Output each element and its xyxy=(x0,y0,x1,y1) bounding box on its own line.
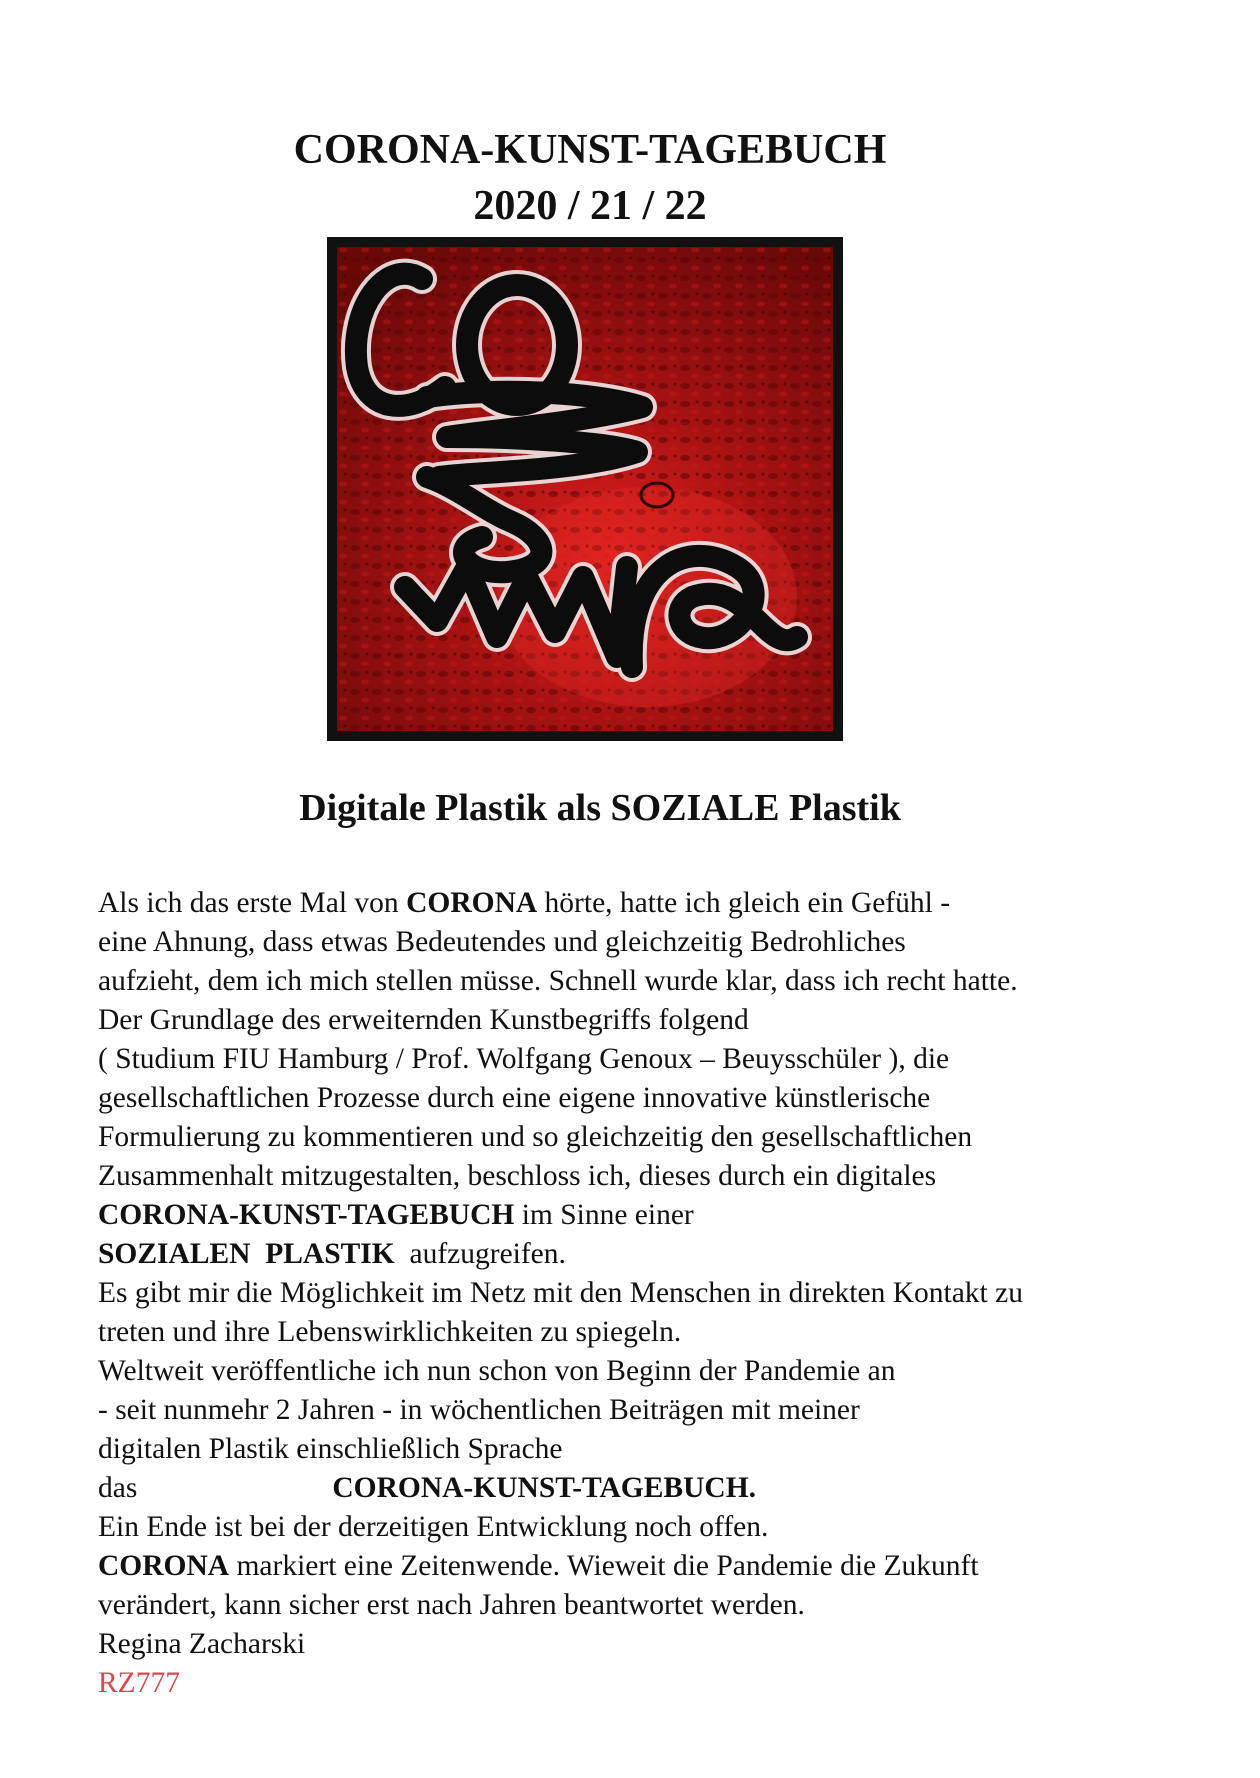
body-line: SOZIALEN PLASTIK aufzugreifen. xyxy=(98,1238,566,1270)
body-line: verändert, kann sicher erst nach Jahren beantwortet werden. xyxy=(98,1589,805,1621)
signature-name: Regina Zacharski xyxy=(98,1628,306,1660)
body-line: das CORONA-KUNST-TAGEBUCH. xyxy=(98,1472,757,1504)
body-line: digitalen Plastik einschließlich Sprache xyxy=(98,1433,563,1465)
body-line: Zusammenhalt mitzugestalten, beschloss ich, dieses durch ein digitales xyxy=(98,1160,937,1192)
body-line: Ein Ende ist bei der derzeitigen Entwicklung noch offen. xyxy=(98,1511,769,1543)
body-line: ( Studium FIU Hamburg / Prof. Wolfgang Genoux – Beuysschüler ), die xyxy=(98,1043,950,1075)
body-text xyxy=(98,884,1178,1703)
body-line: Weltweit veröffentliche ich nun schon von Beginn der Pandemie an xyxy=(98,1355,896,1387)
body-line: Der Grundlage des erweiternden Kunstbegriffs folgend xyxy=(98,1004,749,1036)
emphasis-corona: CORONA xyxy=(98,1550,230,1582)
body-line: CORONA-KUNST-TAGEBUCH im Sinne einer xyxy=(98,1199,694,1231)
body-line: CORONA markiert eine Zeitenwende. Wieweit die Pandemie die Zukunft xyxy=(98,1550,979,1582)
document-subtitle: Digitale Plastik als SOZIALE Plastik xyxy=(299,787,901,829)
emphasis-soziale-plastik: SOZIALEN PLASTIK xyxy=(98,1238,395,1270)
document-title: CORONA-KUNST-TAGEBUCH xyxy=(293,127,887,173)
body-line: - seit nunmehr 2 Jahren - in wöchentlichen Beiträgen mit meiner xyxy=(98,1394,860,1426)
corona-calligraphy-artwork xyxy=(327,237,843,741)
body-line: Formulierung zu kommentieren und so gleichzeitig den gesellschaftlichen xyxy=(98,1121,973,1153)
body-line: treten und ihre Lebenswirklichkeiten zu spiegeln. xyxy=(98,1316,682,1348)
emphasis-corona: CORONA xyxy=(406,887,538,919)
body-line: Es gibt mir die Möglichkeit im Netz mit den Menschen in direkten Kontakt zu xyxy=(98,1277,1023,1309)
signature-code: RZ777 xyxy=(98,1667,180,1699)
body-line: eine Ahnung, dass etwas Bedeutendes und gleichzeitig Bedrohliches xyxy=(98,926,906,958)
body-line: aufzieht, dem ich mich stellen müsse. Schnell wurde klar, dass ich recht hatte. xyxy=(98,965,1018,997)
body-line: gesellschaftlichen Prozesse durch eine eigene innovative künstlerische xyxy=(98,1082,931,1114)
emphasis-tagebuch: CORONA-KUNST-TAGEBUCH xyxy=(98,1199,515,1231)
body-line: Als ich das erste Mal von CORONA hörte, hatte ich gleich ein Gefühl - xyxy=(98,887,951,919)
emphasis-tagebuch-title: CORONA-KUNST-TAGEBUCH. xyxy=(332,1472,757,1504)
document-years: 2020 / 21 / 22 xyxy=(473,183,707,229)
